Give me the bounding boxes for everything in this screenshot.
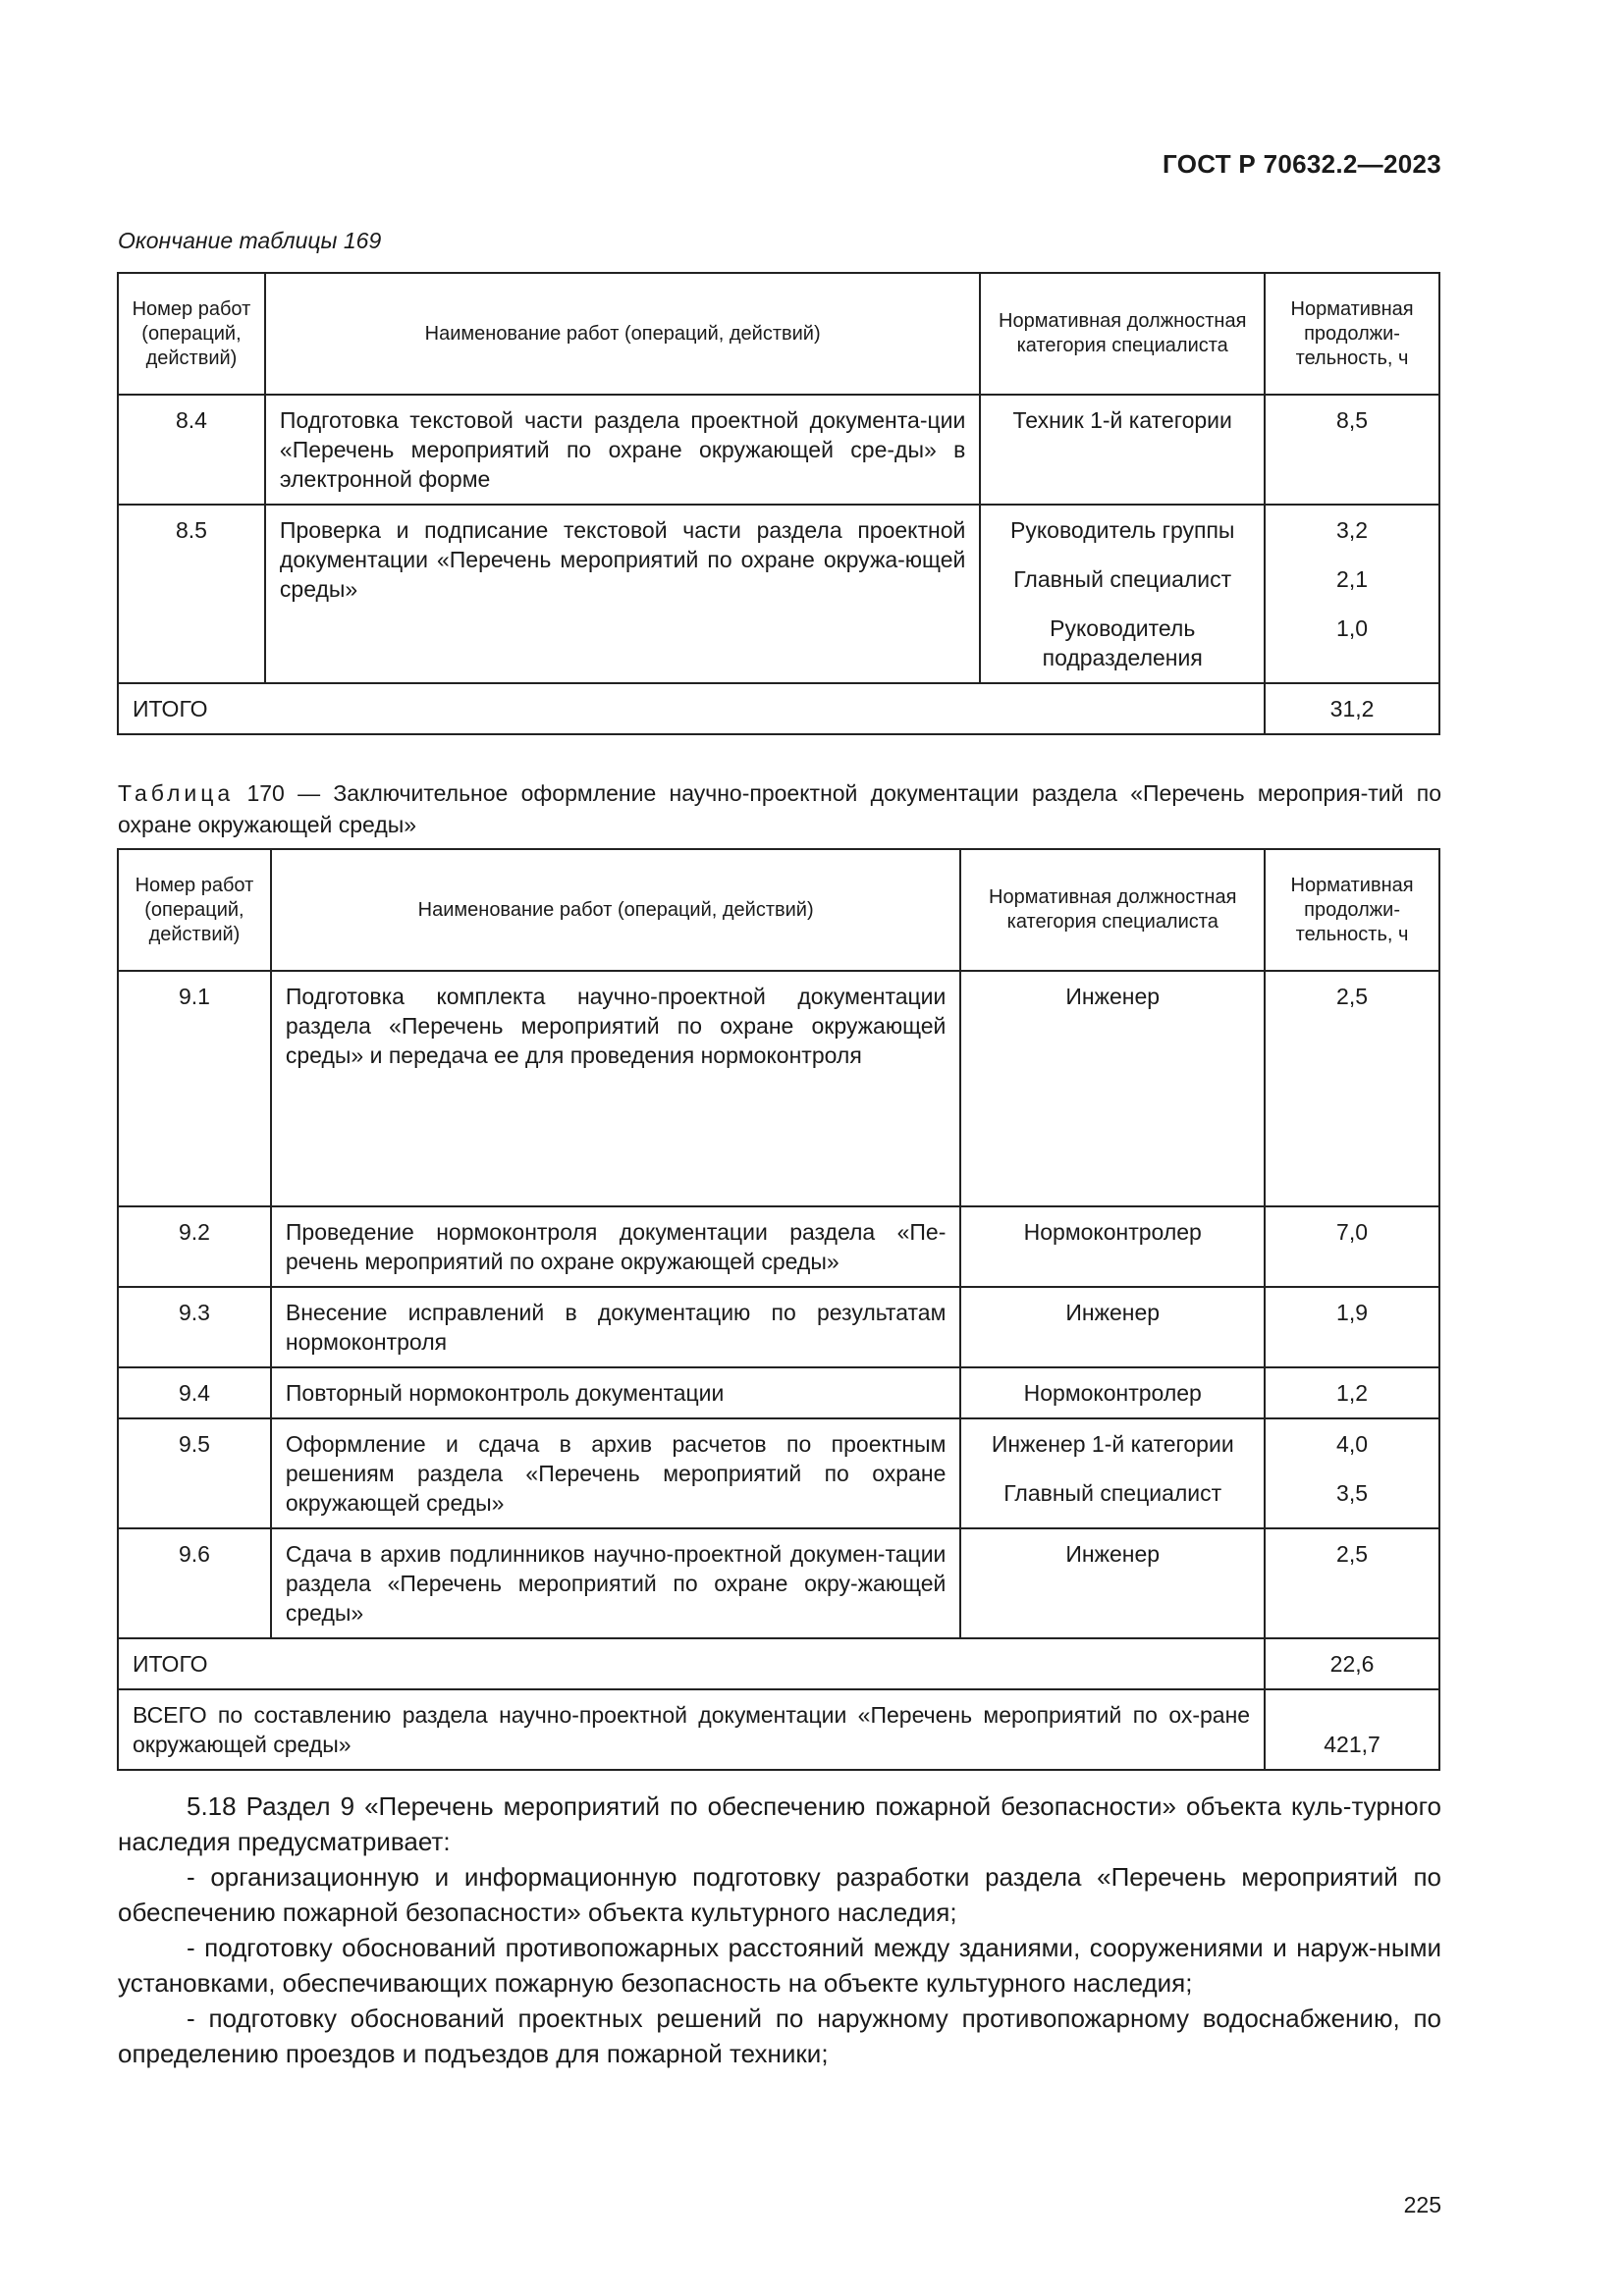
page-number: 225 (1403, 2192, 1441, 2217)
row-duration: 3,2 (1336, 517, 1369, 543)
row-category: Руководитель подразделения (1042, 615, 1203, 670)
table-169-caption: Окончание таблицы 169 (118, 228, 382, 253)
row-duration: 1,0 (1336, 615, 1369, 641)
row-duration: 1,2 (1265, 1367, 1439, 1418)
table-row (118, 1418, 1439, 1528)
row-work-name: Проведение нормоконтроля документации раздела «Пе-речень мероприятий по охране окружающей среды» (271, 1206, 961, 1287)
header-work-name: Наименование работ (операций, действий) (271, 849, 961, 971)
total-label: ИТОГО (118, 683, 1265, 734)
table-row (118, 1367, 1439, 1418)
row-number: 9.3 (118, 1287, 271, 1367)
row-category: Инженер 1-й категории (991, 1431, 1234, 1457)
total-label: ИТОГО (118, 1638, 1265, 1689)
list-item: - организационную и информационную подготовку разработки раздела «Перечень мероприятий по обеспечению пожарной безопасности» объекта культурного наследия; (118, 1862, 1441, 1927)
table-170 (117, 848, 1440, 1771)
header-category: Нормативная должностная категория специалиста (960, 849, 1265, 971)
row-duration: 2,5 (1265, 1528, 1439, 1638)
list-item: - подготовку обоснований противопожарных расстояний между зданиями, сооружениями и наруж-ными установками, обеспечивающих пожарную безопасность на объекте культурного наследия; (118, 1933, 1441, 1998)
table-170-caption (118, 777, 1441, 840)
row-number: 9.5 (118, 1418, 271, 1528)
table-row (118, 1287, 1439, 1367)
header-work-name: Наименование работ (операций, действий) (265, 273, 980, 395)
table-row (118, 395, 1439, 505)
list-item: - подготовку обоснований проектных решений по наружному противопожарному водоснабжению, по определению проездов и подъездов для пожарной техники; (118, 2003, 1441, 2068)
row-work-name: Подготовка текстовой части раздела проектной документа-ции «Перечень мероприятий по охране окружающей сре-ды» в электронной форме (265, 395, 980, 505)
row-duration: 2,1 (1336, 566, 1369, 592)
header-number: Номер работ (операций, действий) (118, 273, 265, 395)
body-text (118, 1789, 1441, 2071)
row-work-name: Внесение исправлений в документацию по результатам нормоконтроля (271, 1287, 961, 1367)
row-category: Инженер (960, 1528, 1265, 1638)
row-category: Инженер (960, 971, 1265, 1206)
total-value: 22,6 (1265, 1638, 1439, 1689)
row-work-name: Повторный нормоконтроль документации (271, 1367, 961, 1418)
header-duration: Нормативная продолжи-тельность, ч (1265, 849, 1439, 971)
row-work-name: Оформление и сдача в архив расчетов по проектным решениям раздела «Перечень мероприятий по охране окружающей среды» (271, 1418, 961, 1528)
row-category: Главный специалист (1013, 566, 1232, 592)
grand-total-label: ВСЕГО по составлению раздела научно-проектной документации «Перечень мероприятий по ох-ране окружающей среды» (118, 1689, 1265, 1770)
row-category: Главный специалист (1003, 1480, 1222, 1506)
table-total-row (118, 1638, 1439, 1689)
row-number: 9.1 (118, 971, 271, 1206)
table-row (118, 971, 1439, 1206)
row-number: 9.2 (118, 1206, 271, 1287)
row-category: Нормоконтролер (960, 1367, 1265, 1418)
header-number: Номер работ (операций, действий) (118, 849, 271, 971)
row-duration: 2,5 (1265, 971, 1439, 1206)
table-169 (117, 272, 1440, 735)
row-category: Руководитель группы (1010, 517, 1235, 543)
row-duration: 8,5 (1265, 395, 1439, 505)
document-standard-number: ГОСТ Р 70632.2—2023 (1163, 149, 1441, 179)
table-row (118, 1528, 1439, 1638)
table-grand-total-row (118, 1689, 1439, 1770)
row-work-name: Проверка и подписание текстовой части раздела проектной документации «Перечень мероприятий по охране окружа-ющей среды» (265, 505, 980, 683)
row-duration: 3,5 (1336, 1480, 1369, 1506)
table-total-row (118, 683, 1439, 734)
row-category: Инженер (960, 1287, 1265, 1367)
row-categories (960, 1418, 1265, 1528)
row-category: Техник 1-й категории (980, 395, 1265, 505)
row-durations (1265, 505, 1439, 683)
table-header-row (118, 273, 1439, 395)
grand-total-value: 421,7 (1265, 1689, 1439, 1770)
table-header-row (118, 849, 1439, 971)
paragraph: 5.18 Раздел 9 «Перечень мероприятий по обеспечению пожарной безопасности» объекта куль-турного наследия предусматривает: (118, 1791, 1441, 1856)
row-number: 9.4 (118, 1367, 271, 1418)
header-duration: Нормативная продолжи-тельность, ч (1265, 273, 1439, 395)
row-duration: 7,0 (1265, 1206, 1439, 1287)
row-category: Нормоконтролер (960, 1206, 1265, 1287)
row-categories (980, 505, 1265, 683)
row-number: 8.4 (118, 395, 265, 505)
total-value: 31,2 (1265, 683, 1439, 734)
table-row (118, 1206, 1439, 1287)
table-row (118, 505, 1439, 683)
row-work-name: Подготовка комплекта научно-проектной документации раздела «Перечень мероприятий по охране окружающей среды» и передача ее для проведения нормоконтроля (271, 971, 961, 1206)
row-work-name: Сдача в архив подлинников научно-проектной докумен-тации раздела «Перечень мероприятий по охране окру-жающей среды» (271, 1528, 961, 1638)
row-number: 8.5 (118, 505, 265, 683)
header-category: Нормативная должностная категория специалиста (980, 273, 1265, 395)
row-number: 9.6 (118, 1528, 271, 1638)
row-duration: 4,0 (1336, 1431, 1369, 1457)
table-caption-prefix: Таблица (118, 780, 235, 806)
table-caption-text: 170 — Заключительное оформление научно-проектной документации раздела «Перечень мероприя-тий по охране окружающей среды» (118, 780, 1441, 837)
row-duration: 1,9 (1265, 1287, 1439, 1367)
row-durations (1265, 1418, 1439, 1528)
